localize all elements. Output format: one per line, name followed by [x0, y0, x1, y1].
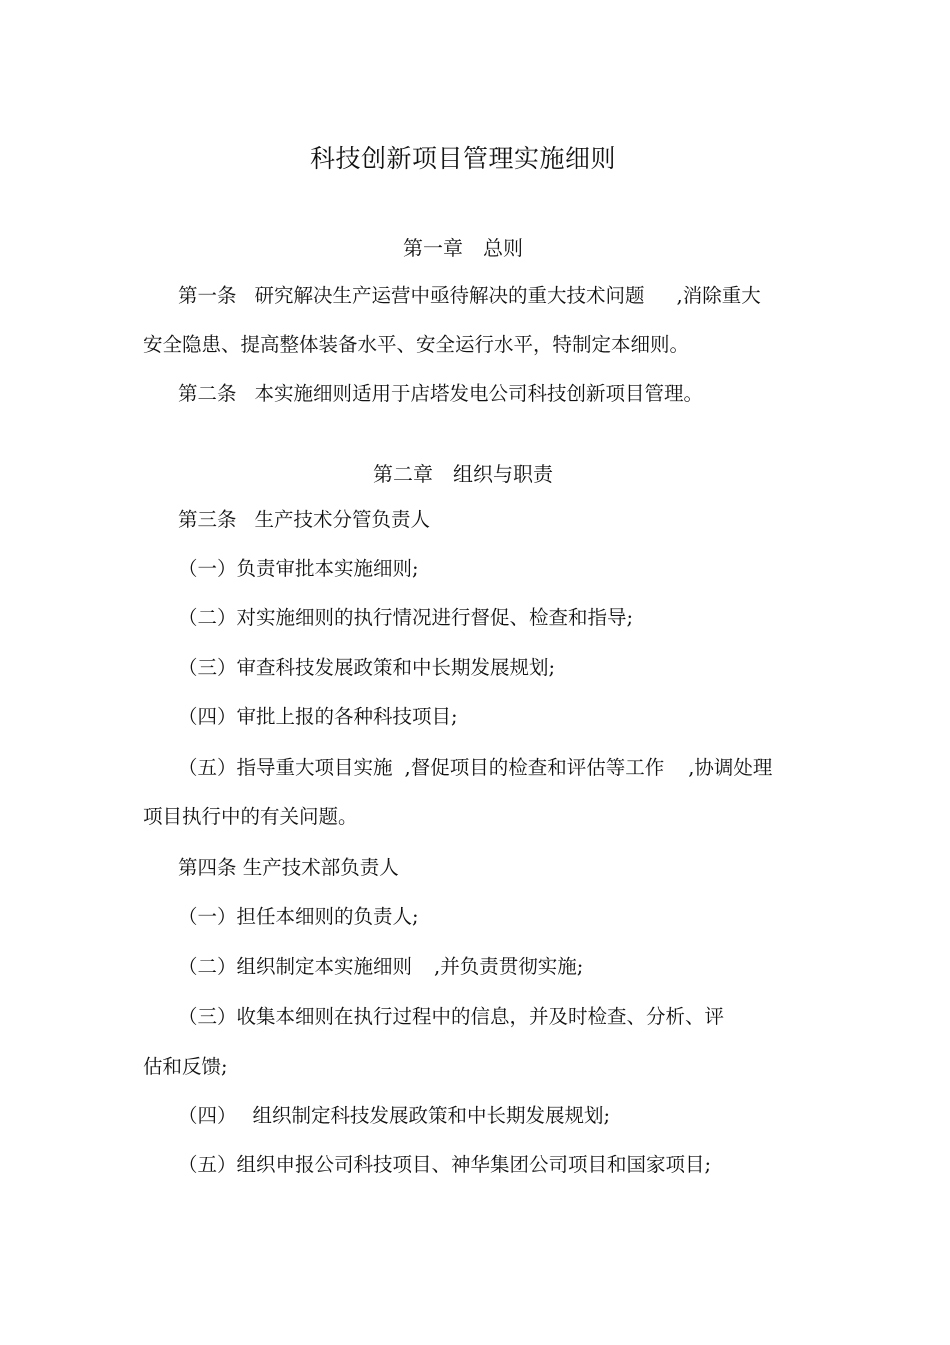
- article-4: 第四条 生产技术部负责人: [178, 856, 399, 879]
- article-3: [178, 508, 430, 532]
- article-3-item-4: （四）审批上报的各种科技项目;: [178, 705, 458, 728]
- article-4-item-2-text-b: ,并负责贯彻实施;: [434, 955, 584, 978]
- article-4-item-2: [178, 955, 583, 979]
- article-1-line-1: [178, 284, 761, 308]
- article-3-text: 生产技术分管负责人: [254, 508, 431, 531]
- document-title: 科技创新项目管理实施细则: [309, 144, 616, 173]
- article-1-text-a: 研究解决生产运营中亟待解决的重大技术问题: [254, 284, 645, 307]
- article-3-item-3: （三）审查科技发展政策和中长期发展规划;: [178, 656, 556, 679]
- article-3-item-5-line-1: [178, 756, 772, 780]
- article-4-item-3-line-2: 估和反馈;: [143, 1055, 228, 1078]
- article-1-text-b: ,消除重大: [676, 284, 761, 307]
- article-4-item-2-text-a: （二）组织制定本实施细则: [178, 955, 413, 978]
- article-2-text: 本实施细则适用于店塔发电公司科技创新项目管理。: [254, 382, 704, 405]
- article-1-line-2: 安全隐患、提高整体装备水平、安全运行水平，特制定本细则。: [143, 333, 690, 356]
- article-1-heading: 第一条: [178, 284, 237, 307]
- article-4-item-4: [178, 1104, 610, 1128]
- article-3-item-2: （二）对实施细则的执行情况进行督促、检查和指导;: [178, 606, 634, 629]
- article-4-item-1: （一）担任本细则的负责人;: [178, 905, 419, 928]
- article-3-item-5-text-c: ,协调处理: [688, 756, 773, 779]
- article-3-item-1: （一）负责审批本实施细则;: [178, 557, 419, 580]
- article-3-heading: 第三条: [178, 508, 237, 531]
- article-3-item-5-text-b: ,督促项目的检查和评估等工作: [404, 756, 665, 779]
- article-4-item-4-text-a: （四）: [178, 1104, 237, 1127]
- article-2: [178, 382, 703, 406]
- article-3-item-5-text-a: （五）指导重大项目实施: [178, 756, 393, 779]
- article-4-item-5: （五）组织申报公司科技项目、神华集团公司项目和国家项目;: [178, 1153, 712, 1176]
- article-3-item-5-line-2: 项目执行中的有关问题。: [143, 805, 358, 828]
- article-2-heading: 第二条: [178, 382, 237, 405]
- article-4-item-4-text-b: 组织制定科技发展政策和中长期发展规划;: [252, 1104, 611, 1127]
- article-4-item-3-line-1: （三）收集本细则在执行过程中的信息，并及时检查、分析、评: [178, 1005, 725, 1028]
- chapter-1-heading: 第一章 总则: [403, 236, 523, 260]
- chapter-2-heading: 第二章 组织与职责: [373, 462, 553, 486]
